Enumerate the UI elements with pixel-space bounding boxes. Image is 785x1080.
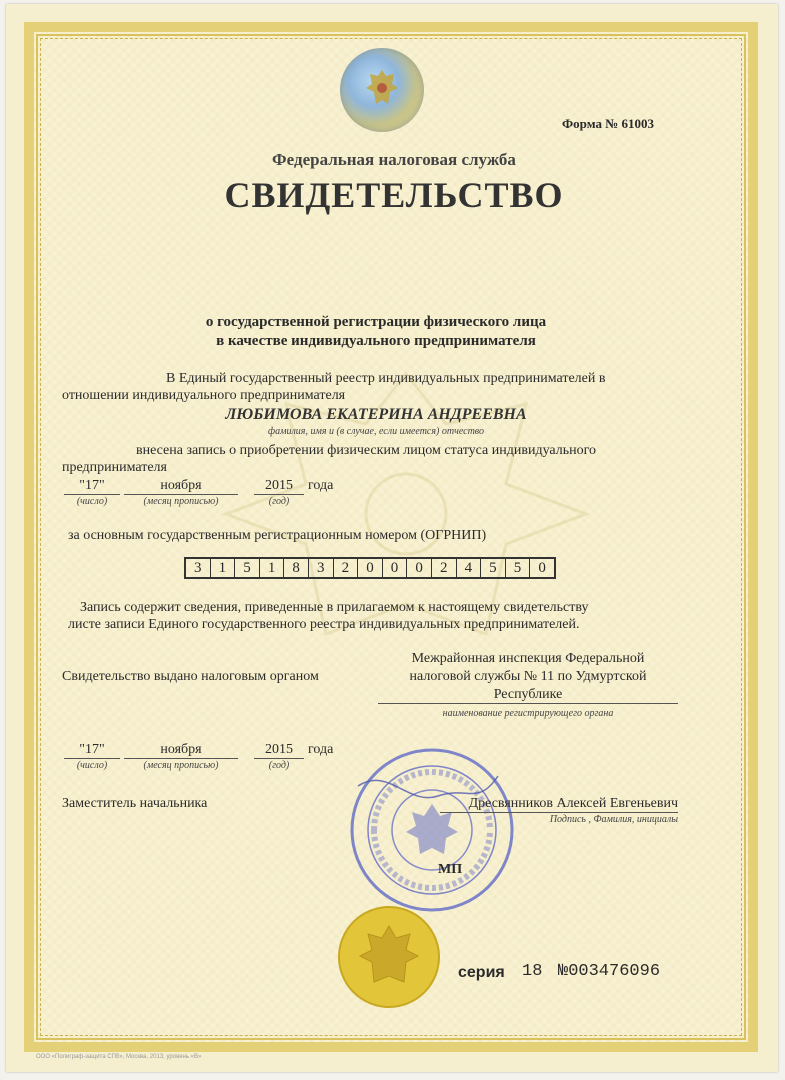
ogrnip-digit: 5 [506,559,531,577]
issuer-line-2: налоговой службы № 11 по Удмуртской [409,669,647,684]
series-label: серия [458,964,505,981]
date2-day-caption: (число) [76,760,108,771]
intro-line-1: В Единый государственный реестр индивидуальных предпринимателей в [166,371,606,386]
subtitle-line-2: в качестве индивидуального предпринимателя [216,333,536,349]
date2-year-suffix: года [308,742,334,757]
intro-line-2: отношении индивидуального предпринимателя [62,388,346,403]
position-title: Заместитель начальника [62,796,208,811]
ogrnip-digit: 0 [358,559,383,577]
serial-number: №003476096 [558,962,661,981]
person-name-caption: фамилия, имя и (в случае, если имеется) отчество [267,426,485,437]
certificate-sheet [6,4,778,1072]
gold-seal-icon [336,904,442,1010]
ogrnip-digit: 2 [432,559,457,577]
official-stamp-icon [348,746,516,914]
ogrnip-digit: 4 [457,559,482,577]
person-name: ЛЮБИМОВА ЕКАТЕРИНА АНДРЕЕВНА [225,406,527,423]
ogrnip-digit: 3 [186,559,211,577]
form-number: Форма № 61003 [562,116,655,131]
ogrnip-digit: 0 [538,560,546,576]
ogrnip-digit: 2 [334,559,359,577]
date1-day-caption: (число) [76,496,108,507]
record-line-2: листе записи Единого государственного реестра индивидуальных предпринимателей. [68,617,580,632]
ogrnip-digit: 5 [235,559,260,577]
series-value: 18 [522,962,543,981]
ogrnip-digit: 0 [407,559,432,577]
date1-day: "17" [64,478,120,495]
document-title: СВИДЕТЕЛЬСТВО [224,175,564,215]
date1-year-caption: (год) [268,496,290,507]
ogrnip-digit: 8 [284,559,309,577]
date1-month-caption: (месяц прописью) [143,496,219,507]
issuer-caption: наименование регистрирующего органа [442,708,614,719]
printer-footer: ООО «Полиграф-защита СПб», Москва, 2013, уровень «В» [36,1054,202,1060]
entry-line-2: предпринимателя [62,460,167,475]
agency-name: Федеральная налоговая служба [272,150,516,169]
entry-line-1: внесена запись о приобретении физическим лицом статуса индивидуального [136,443,596,458]
signer-name: Дресвянников Алексей Евгеньевич [440,796,678,813]
date2-month-caption: (месяц прописью) [143,760,219,771]
mp-label: МП [438,862,463,877]
ogrnip-digit: 5 [481,559,506,577]
record-line-1: Запись содержит сведения, приведенные в прилагаемом к настоящему свидетельству [80,600,589,615]
ogrnip-label: за основным государственным регистрационным номером (ОГРНИП) [68,528,487,543]
ogrnip-digit: 1 [260,559,285,577]
ogrnip-digit: 3 [309,559,334,577]
date1-year-suffix: года [308,478,334,493]
ogrnip-digit: 0 [383,559,408,577]
hologram-emblem-icon [340,48,424,132]
ogrnip-box [184,557,556,579]
date2-month: ноября [124,742,238,759]
date2-year-caption: (год) [268,760,290,771]
issuer-line-1: Межрайонная инспекция Федеральной [411,651,645,666]
ogrnip-digit: 1 [211,559,236,577]
date1-month: ноября [124,478,238,495]
signer-caption: Подпись , Фамилия, инициалы [549,814,678,825]
date2-day: "17" [64,742,120,759]
subtitle-line-1: о государственной регистрации физического лица [205,314,547,330]
issuer-line-3: Республике [378,687,678,704]
issued-by-label: Свидетельство выдано налоговым органом [62,669,319,684]
date2-year: 2015 [254,742,304,759]
date1-year: 2015 [254,478,304,495]
